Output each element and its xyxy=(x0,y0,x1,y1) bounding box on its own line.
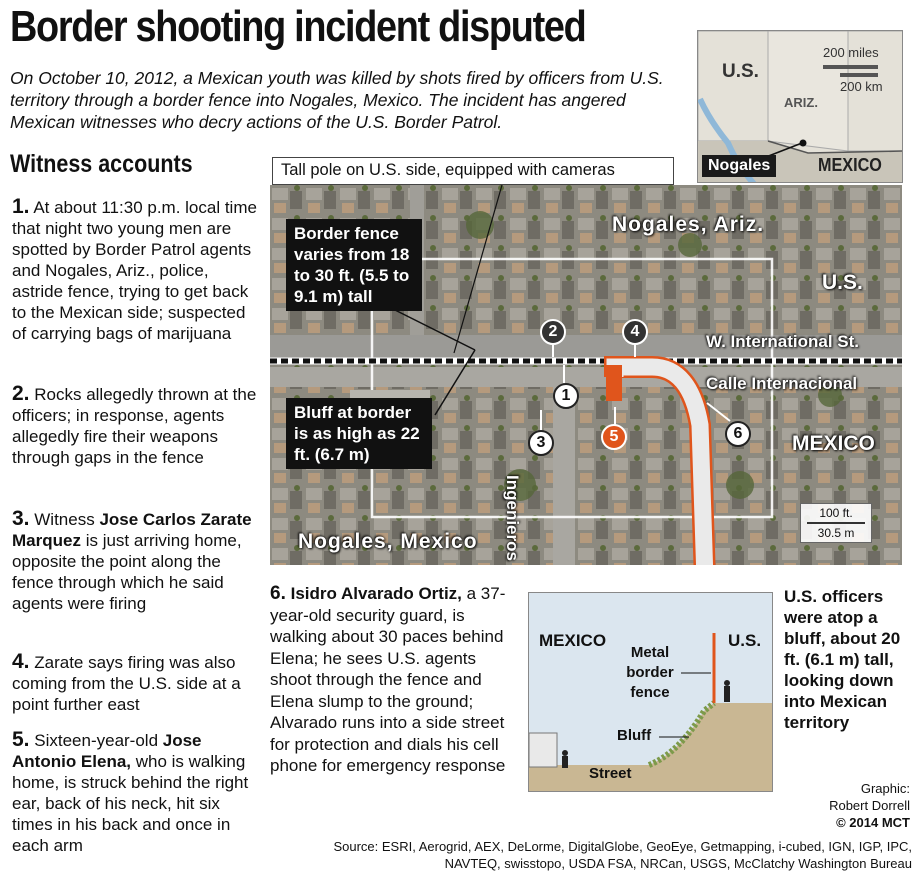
witness-name: Isidro Alvarado Ortiz, xyxy=(290,584,462,603)
locator-nogales-label: Nogales xyxy=(702,155,776,177)
account-text: Rocks allegedly thrown at the officers; in response, agents allegedly fire their weapons through gaps in the fence xyxy=(12,385,257,467)
scale-miles-label: 200 miles xyxy=(823,45,879,60)
section-bluff-label: Bluff xyxy=(617,727,652,744)
nogales-ariz-label: Nogales, Ariz. xyxy=(612,213,765,236)
account-text: is just arriving home, opposite the point along the fence through which he said agents were firing xyxy=(12,531,242,613)
account-6 xyxy=(270,583,515,777)
account-prefix: Witness xyxy=(34,510,100,529)
source-line: Source: ESRI, Aerogrid, AEX, DeLorme, DigitalGlobe, GeoEye, Getmapping, i-cubed, IGN, IGP, IPC, NAVTEQ, swisstopo, USDA FSA, NRCan, USGS, McClatchy Washington Bureau xyxy=(333,839,912,871)
account-text: At about 11:30 p.m. local time that night two young men are spotted by Border Patrol agents and Nogales, Ariz., police, astride fence, trying to get back to the Mexican side; suspected of carrying bags of marijuana xyxy=(12,198,257,343)
intro-text: On October 10, 2012, a Mexican youth was killed by shots fired by officers from U.S. territory through a border fence into Nogales, Mexico. The incident has angered Mexican witnesses who decry actions of the U.S. Border Patrol. xyxy=(10,68,664,132)
credit xyxy=(770,780,910,831)
map-scale xyxy=(800,503,872,543)
marker-2: 2 xyxy=(540,319,566,345)
us-label: U.S. xyxy=(822,271,863,294)
account-prefix: Sixteen-year-old xyxy=(34,731,163,750)
marker-5: 5 xyxy=(601,424,627,450)
officers-note: U.S. officers were atop a bluff, about 20 ft. (6.1 m) tall, looking down into Mexican territory xyxy=(784,587,901,732)
witness-heading: Witness accounts xyxy=(10,150,193,178)
account-2 xyxy=(12,383,262,468)
marker-3: 3 xyxy=(528,430,554,456)
account-text: who is walking home, is struck behind the right ear, back of his neck, hit six times in his back and once in each arm xyxy=(12,752,249,855)
locator-us-label: U.S. xyxy=(722,61,759,82)
scale-m: 30.5 m xyxy=(817,526,855,540)
marker-4: 4 xyxy=(622,319,648,345)
victim-name: Jose Antonio Elena, xyxy=(12,731,202,771)
account-text: Zarate says firing was also coming from the U.S. side at a point further east xyxy=(12,653,241,714)
account-number: 2. xyxy=(12,382,30,405)
account-number: 1. xyxy=(12,195,30,218)
page-title: Border shooting incident disputed xyxy=(10,2,586,51)
account-text: a 37-year-old security guard, is walking about 30 paces behind Elena; he sees U.S. agents shoot through the fence and Elena slump to the ground; Alvarado runs into a side street for protection and dials his cell phone for emergency response xyxy=(270,584,506,775)
locator-mexico-label: MEXICO xyxy=(818,155,882,175)
cross-section-diagram xyxy=(528,592,773,792)
scale-bar xyxy=(807,522,865,524)
calle-internacional-label: Calle Internacional xyxy=(706,374,858,393)
credit-author: Robert Dorrell xyxy=(829,798,910,813)
locator-map xyxy=(697,30,903,183)
scale-ft: 100 ft. xyxy=(819,506,853,520)
account-number: 5. xyxy=(12,728,30,751)
pole-label: Tall pole on U.S. side, equipped with cameras xyxy=(272,157,674,185)
nogales-mexico-label: Nogales, Mexico xyxy=(298,530,478,553)
marker-1: 1 xyxy=(553,383,579,409)
bluff-callout: Bluff at border is as high as 22 ft. (6.7 m) xyxy=(286,398,432,469)
locator-ariz-label: ARIZ. xyxy=(784,95,818,110)
account-1 xyxy=(12,196,262,344)
scale-km-label: 200 km xyxy=(840,79,883,94)
credit-copyright: © 2014 MCT xyxy=(836,815,910,830)
account-3 xyxy=(12,508,262,614)
credit-graphic: Graphic: xyxy=(860,781,910,796)
aerial-map xyxy=(270,185,902,565)
account-4 xyxy=(12,651,262,715)
account-5 xyxy=(12,729,262,856)
marker-6: 6 xyxy=(725,421,751,447)
ingenieros-label: Ingenieros xyxy=(503,475,522,561)
section-us-label: U.S. xyxy=(728,631,762,650)
section-mexico-label: MEXICO xyxy=(539,631,607,650)
account-number: 3. xyxy=(12,507,30,530)
intl-st-label: W. International St. xyxy=(706,332,860,351)
section-street-label: Street xyxy=(589,765,632,782)
section-fence-label: Metal border fence xyxy=(626,644,674,701)
account-number: 4. xyxy=(12,650,30,673)
fence-callout: Border fence varies from 18 to 30 ft. (5.5 to 9.1 m) tall xyxy=(286,219,422,311)
mexico-label: MEXICO xyxy=(792,432,875,455)
witness-name: Jose Carlos Zarate Marquez xyxy=(12,510,252,550)
account-number: 6. xyxy=(270,583,286,604)
